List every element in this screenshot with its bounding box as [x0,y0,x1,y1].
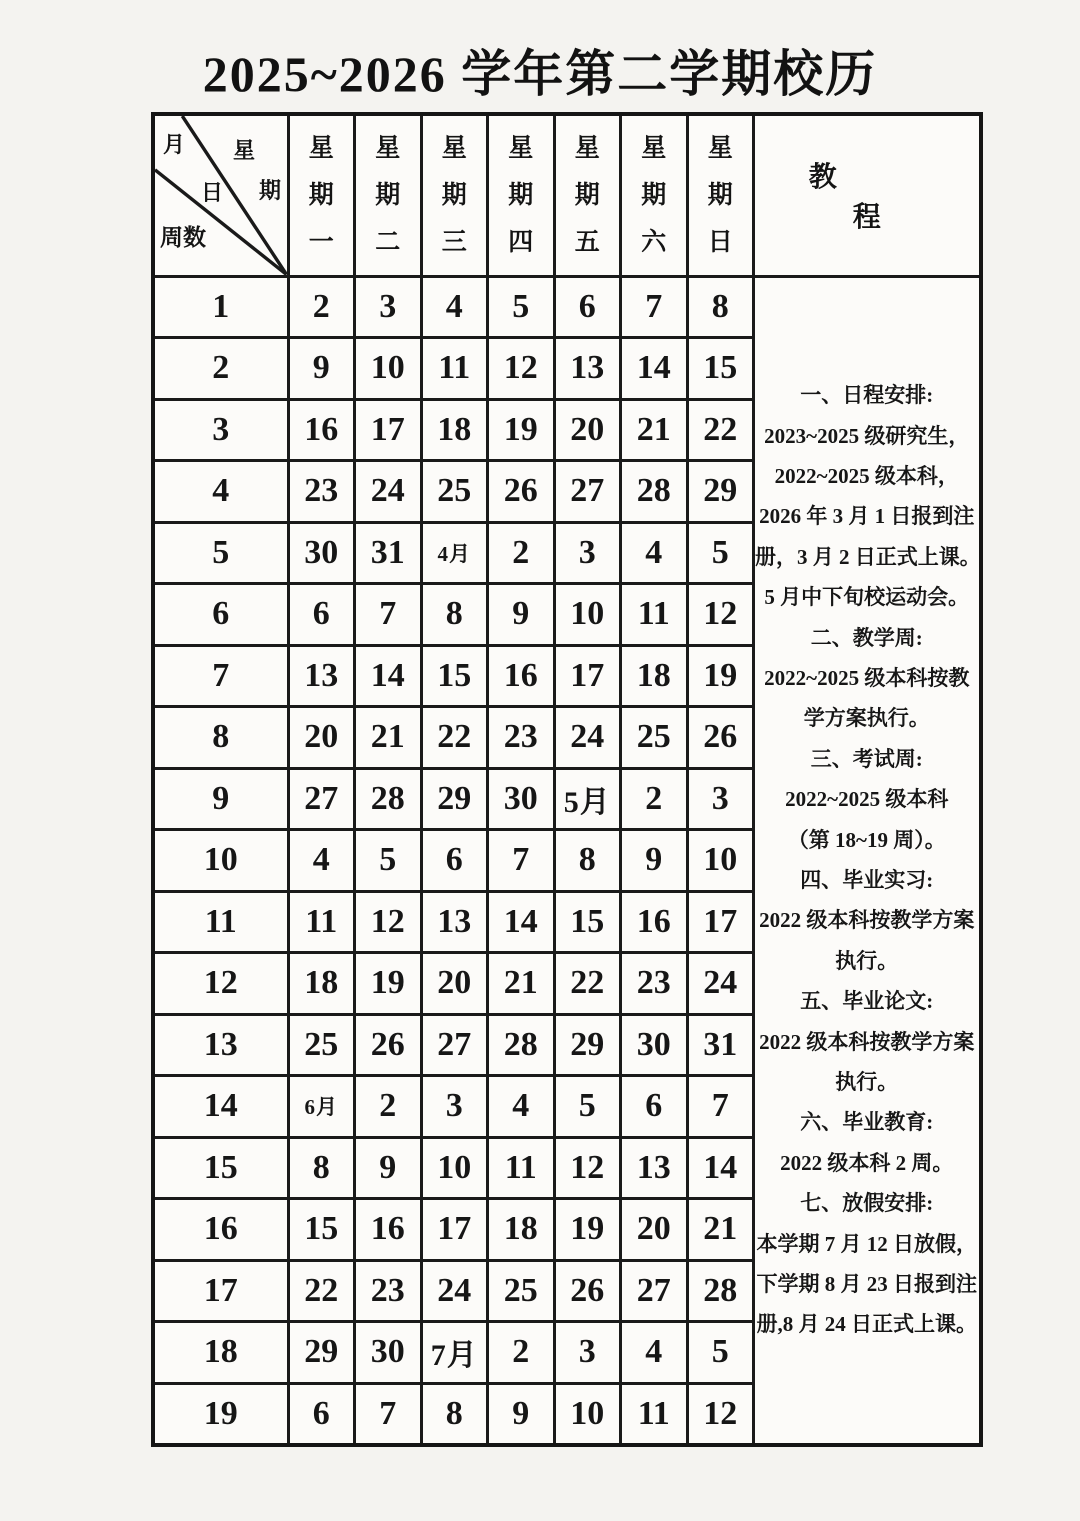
day-cell: 22 [687,399,754,461]
day-cell: 4 [488,1076,555,1138]
week-number-cell: 12 [153,953,288,1015]
day-cell: 9 [621,830,688,892]
month-start-cell: 4月 [421,522,488,584]
day-cell: 14 [621,338,688,400]
day-cell: 10 [687,830,754,892]
day-cell: 8 [421,584,488,646]
day-cell: 15 [288,1199,355,1261]
note-line: 2022~2025 级本科 [785,787,949,812]
weekday-header-tue [355,114,422,276]
day-cell: 23 [621,953,688,1015]
day-cell: 18 [421,399,488,461]
day-cell: 31 [687,1014,754,1076]
day-cell: 13 [421,891,488,953]
note-line: 2022 级本科 2 周。 [780,1150,954,1175]
day-cell: 17 [687,891,754,953]
day-cell: 29 [421,768,488,830]
month-start-cell: 6月 [288,1076,355,1138]
day-cell: 19 [488,399,555,461]
day-cell: 12 [488,338,555,400]
day-cell: 7 [488,830,555,892]
note-line: 5 月中下旬校运动会。 [764,585,970,610]
day-cell: 5 [687,1322,754,1384]
day-cell: 19 [554,1199,621,1261]
day-cell: 18 [621,645,688,707]
weekday-header-label: 星期六 [641,134,667,256]
day-cell: 11 [288,891,355,953]
day-cell: 14 [687,1137,754,1199]
day-cell: 8 [421,1383,488,1445]
day-cell: 22 [288,1260,355,1322]
week-number-cell: 14 [153,1076,288,1138]
day-cell: 13 [621,1137,688,1199]
day-cell: 30 [355,1322,422,1384]
day-cell: 25 [288,1014,355,1076]
day-cell: 24 [421,1260,488,1322]
day-cell: 21 [488,953,555,1015]
note-line: 执行。 [835,1070,899,1095]
day-cell: 3 [687,768,754,830]
week-number-cell: 18 [153,1322,288,1384]
day-cell: 11 [621,1383,688,1445]
day-cell: 3 [554,1322,621,1384]
day-cell: 2 [488,1322,555,1384]
note-line: 二、教学周: [810,625,923,650]
day-cell: 2 [288,276,355,338]
day-cell: 13 [554,338,621,400]
corner-label-weekday-bottom: 期 [259,178,282,203]
day-cell: 12 [355,891,422,953]
month-start-cell: 7月 [421,1322,488,1384]
day-cell: 22 [421,707,488,769]
day-cell: 6 [288,584,355,646]
day-cell: 2 [488,522,555,584]
weekday-header-mon [288,114,355,276]
day-cell: 4 [621,522,688,584]
notes-cell [754,276,981,1445]
week-number-cell: 19 [153,1383,288,1445]
note-line: 册，3 月 2 日正式上课。 [755,544,981,569]
corner-header-cell [153,114,288,276]
day-cell: 3 [421,1076,488,1138]
day-cell: 31 [355,522,422,584]
day-cell: 12 [687,1383,754,1445]
day-cell: 26 [554,1260,621,1322]
week-number-cell: 9 [153,768,288,830]
note-line: 七、放假安排: [800,1191,934,1216]
page-title: 2025~2026 学年第二学期校历 [202,46,878,102]
day-cell: 22 [554,953,621,1015]
day-cell: 30 [288,522,355,584]
note-line: 三、考试周: [810,746,923,771]
day-cell: 23 [355,1260,422,1322]
day-cell: 26 [488,461,555,523]
week-number-cell: 2 [153,338,288,400]
notes-header-cell [754,114,981,276]
day-cell: 9 [488,584,555,646]
weekday-header-label: 星期一 [308,134,334,256]
day-cell: 8 [288,1137,355,1199]
weekday-header-label: 星期五 [574,134,600,256]
day-cell: 18 [488,1199,555,1261]
day-cell: 21 [355,707,422,769]
day-cell: 8 [554,830,621,892]
day-cell: 9 [288,338,355,400]
day-cell: 20 [421,953,488,1015]
day-cell: 21 [621,399,688,461]
day-cell: 4 [288,830,355,892]
day-cell: 15 [554,891,621,953]
week-number-cell: 16 [153,1199,288,1261]
day-cell: 27 [288,768,355,830]
day-cell: 30 [488,768,555,830]
day-cell: 6 [288,1383,355,1445]
day-cell: 24 [687,953,754,1015]
weekday-header-label: 星期日 [707,134,733,256]
day-cell: 4 [421,276,488,338]
corner-label-week-count: 周数 [160,225,206,250]
day-cell: 16 [488,645,555,707]
day-cell: 26 [355,1014,422,1076]
day-cell: 5 [355,830,422,892]
month-start-cell: 5月 [554,768,621,830]
note-line: 一、日程安排: [800,383,934,408]
day-cell: 9 [355,1137,422,1199]
day-cell: 15 [421,645,488,707]
day-cell: 10 [554,584,621,646]
note-line: 六、毕业教育: [800,1110,934,1135]
note-line: 下学期 8 月 23 日报到注 [756,1272,977,1297]
weekday-header-wed [421,114,488,276]
note-line: 2023~2025 级研究生， [764,423,970,448]
day-cell: 21 [687,1199,754,1261]
day-cell: 6 [621,1076,688,1138]
header-row [153,114,981,276]
weekday-header-sun [687,114,754,276]
day-cell: 3 [355,276,422,338]
day-cell: 5 [554,1076,621,1138]
note-line: 2022 级本科按教学方案 [759,908,975,933]
weekday-header-label: 星期二 [375,134,401,256]
day-cell: 2 [355,1076,422,1138]
week-number-cell: 3 [153,399,288,461]
corner-label-weekday-top: 星 [233,138,256,163]
week-number-cell: 7 [153,645,288,707]
note-line: （第 18~19 周）。 [787,827,946,852]
day-cell: 7 [355,1383,422,1445]
day-cell: 17 [355,399,422,461]
week-number-cell: 6 [153,584,288,646]
day-cell: 17 [554,645,621,707]
day-cell: 14 [355,645,422,707]
day-cell: 10 [355,338,422,400]
note-line: 五、毕业论文: [800,989,934,1014]
day-cell: 28 [687,1260,754,1322]
day-cell: 30 [621,1014,688,1076]
week-number-cell: 17 [153,1260,288,1322]
note-line: 2022~2025 级本科按教 [764,665,970,690]
calendar-table [151,112,983,1447]
week-number-cell: 15 [153,1137,288,1199]
note-line: 学方案执行。 [803,706,930,731]
note-line: 册,8 月 24 日正式上课。 [756,1312,977,1337]
day-cell: 7 [687,1076,754,1138]
day-cell: 25 [421,461,488,523]
note-line: 2022 级本科按教学方案 [759,1029,975,1054]
week-number-cell: 5 [153,522,288,584]
day-cell: 9 [488,1383,555,1445]
day-cell: 15 [687,338,754,400]
day-cell: 29 [687,461,754,523]
day-cell: 20 [621,1199,688,1261]
corner-label-month: 月 [163,132,186,157]
day-cell: 6 [554,276,621,338]
day-cell: 10 [554,1383,621,1445]
day-cell: 29 [554,1014,621,1076]
day-cell: 2 [621,768,688,830]
day-cell: 27 [421,1014,488,1076]
day-cell: 13 [288,645,355,707]
day-cell: 18 [288,953,355,1015]
day-cell: 20 [288,707,355,769]
weekday-header-fri [554,114,621,276]
day-cell: 26 [687,707,754,769]
weekday-header-label: 星期四 [508,134,534,256]
day-cell: 16 [355,1199,422,1261]
day-cell: 24 [355,461,422,523]
day-cell: 7 [621,276,688,338]
note-line: 本学期 7 月 12 日放假， [756,1231,977,1256]
day-cell: 28 [488,1014,555,1076]
day-cell: 16 [288,399,355,461]
day-cell: 12 [687,584,754,646]
day-cell: 23 [288,461,355,523]
day-cell: 27 [621,1260,688,1322]
week-number-cell: 1 [153,276,288,338]
day-cell: 16 [621,891,688,953]
day-cell: 11 [621,584,688,646]
day-cell: 17 [421,1199,488,1261]
day-cell: 5 [687,522,754,584]
day-cell: 4 [621,1322,688,1384]
day-cell: 8 [687,276,754,338]
day-cell: 19 [355,953,422,1015]
day-cell: 29 [288,1322,355,1384]
calendar-body [153,276,981,1445]
day-cell: 10 [421,1137,488,1199]
week-number-cell: 10 [153,830,288,892]
week-number-cell: 4 [153,461,288,523]
note-line: 四、毕业实习: [800,868,934,892]
note-line: 执行。 [835,948,899,973]
notes-header-label: 教程 [808,162,969,234]
day-cell: 28 [621,461,688,523]
day-cell: 24 [554,707,621,769]
day-cell: 23 [488,707,555,769]
day-cell: 25 [488,1260,555,1322]
day-cell: 7 [355,584,422,646]
day-cell: 25 [621,707,688,769]
note-line: 2022~2025 级本科， [774,463,959,488]
day-cell: 11 [421,338,488,400]
week-number-cell: 11 [153,891,288,953]
weekday-header-thu [488,114,555,276]
day-cell: 3 [554,522,621,584]
day-cell: 27 [554,461,621,523]
day-cell: 20 [554,399,621,461]
note-line: 2026 年 3 月 1 日报到注 [759,504,975,529]
weekday-header-sat [621,114,688,276]
day-cell: 28 [355,768,422,830]
day-cell: 6 [421,830,488,892]
week-number-cell: 13 [153,1014,288,1076]
week-number-cell: 8 [153,707,288,769]
day-cell: 5 [488,276,555,338]
day-cell: 11 [488,1137,555,1199]
table-row [153,276,981,338]
day-cell: 14 [488,891,555,953]
day-cell: 12 [554,1137,621,1199]
calendar-header [153,114,981,276]
weekday-header-label: 星期三 [441,134,467,256]
day-cell: 19 [687,645,754,707]
corner-label-day: 日 [201,180,224,205]
